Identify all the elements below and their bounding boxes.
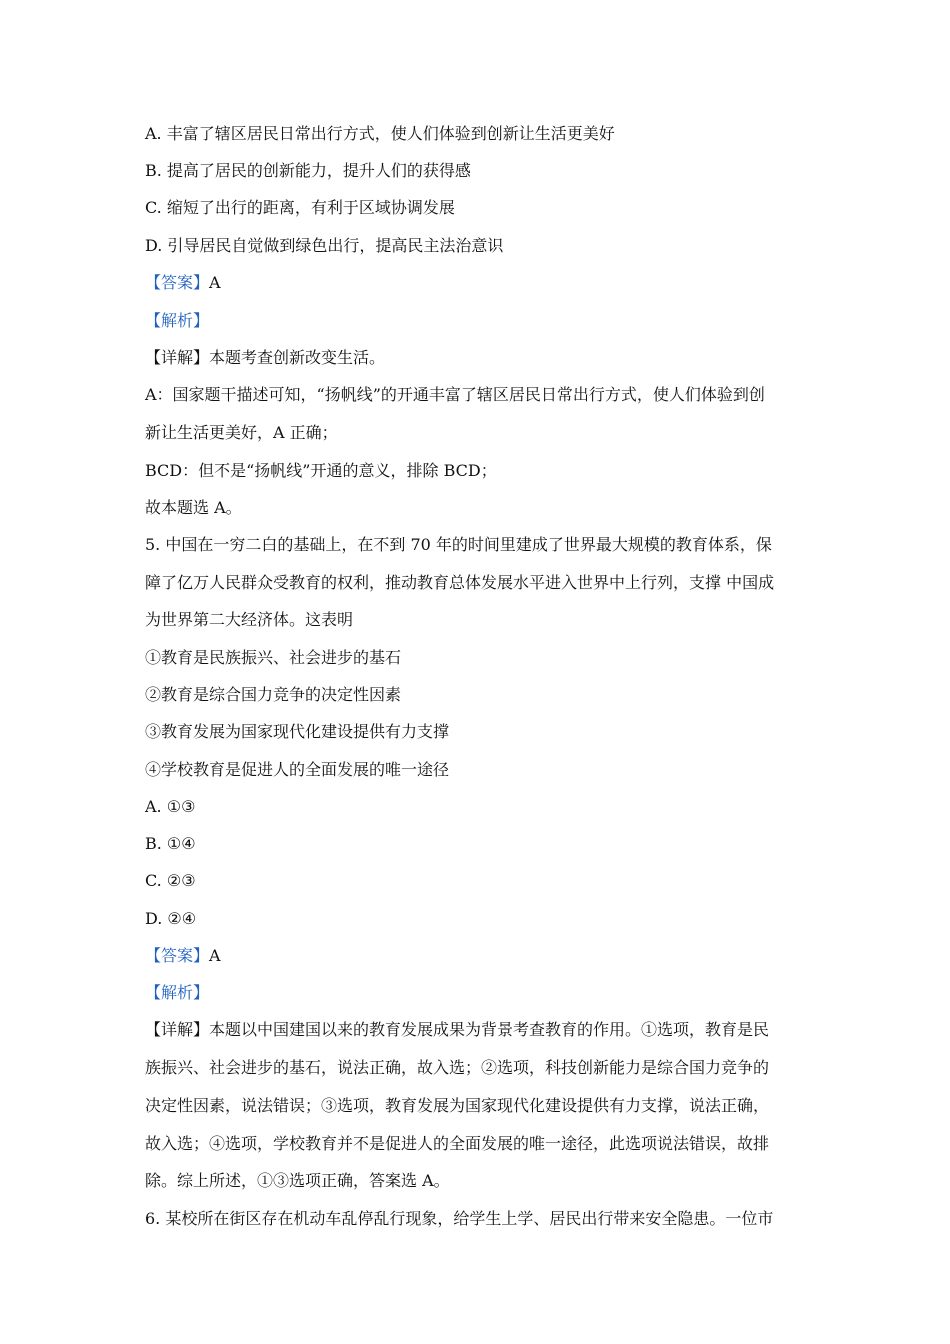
q5-answer-value: A	[209, 946, 221, 965]
q4-option-c: C. 缩短了出行的距离，有利于区域协调发展	[145, 198, 455, 217]
q5-option-b: B. ①④	[145, 834, 196, 853]
q5-item-3: ③教育发展为国家现代化建设提供有力支撑	[145, 722, 450, 741]
q5-stem-1: 5. 中国在一穷二白的基础上，在不到 70 年的时间里建成了世界最大规模的教育体系，保	[145, 535, 772, 554]
q4-detail-5: 故本题选 A。	[145, 498, 242, 517]
q4-detail-4: BCD：但不是“扬帆线”开通的意义，排除 BCD；	[145, 461, 497, 480]
q5-item-1: ①教育是民族振兴、社会进步的基石	[145, 648, 402, 667]
q6-stem-1: 6. 某校所在街区存在机动车乱停乱行现象，给学生上学、居民出行带来安全隐患。一位市	[145, 1209, 774, 1228]
q5-detail-2: 族振兴、社会进步的基石，说法正确，故入选；②选项，科技创新能力是综合国力竞争的	[145, 1058, 770, 1077]
q4-analysis-label: 【解析】	[145, 311, 210, 330]
q5-detail-4: 故入选；④选项，学校教育并不是促进人的全面发展的唯一途径，此选项说法错误，故排	[145, 1134, 770, 1153]
q4-option-b: B. 提高了居民的创新能力，提升人们的获得感	[145, 161, 471, 180]
q5-answer	[145, 946, 221, 966]
q5-stem-2: 障了亿万人民群众受教育的权利，推动教育总体发展水平进入世界中上行列，支撑 中国成	[145, 573, 775, 592]
q5-detail-5: 除。综上所述，①③选项正确，答案选 A。	[145, 1171, 450, 1190]
q5-item-4: ④学校教育是促进人的全面发展的唯一途径	[145, 760, 450, 779]
q5-stem-3: 为世界第二大经济体。这表明	[145, 610, 354, 629]
q4-detail-3: 新让生活更美好，A 正确；	[145, 423, 338, 442]
q5-option-c: C. ②③	[145, 871, 196, 890]
q4-option-d: D. 引导居民自觉做到绿色出行，提高民主法治意识	[145, 236, 504, 255]
q4-detail-2: A：国家题干描述可知，“扬帆线”的开通丰富了辖区居民日常出行方式，使人们体验到创	[145, 385, 765, 404]
q5-detail-3: 决定性因素，说法错误；③选项，教育发展为国家现代化建设提供有力支撑，说法正确，	[145, 1096, 770, 1115]
q4-option-a: A. 丰富了辖区居民日常出行方式，使人们体验到创新让生活更美好	[145, 124, 615, 143]
q5-option-a: A. ①③	[145, 797, 196, 816]
q4-answer-label: 【答案】	[145, 273, 210, 292]
q5-answer-label: 【答案】	[145, 946, 210, 965]
q5-analysis-label: 【解析】	[145, 983, 210, 1002]
q5-detail-1: 【详解】本题以中国建国以来的教育发展成果为背景考查教育的作用。①选项，教育是民	[145, 1020, 770, 1039]
q5-option-d: D. ②④	[145, 909, 197, 928]
q5-item-2: ②教育是综合国力竞争的决定性因素	[145, 685, 402, 704]
q4-answer-value: A	[209, 273, 221, 292]
q4-detail-1: 【详解】本题考查创新改变生活。	[145, 348, 386, 367]
q4-answer	[145, 273, 221, 293]
